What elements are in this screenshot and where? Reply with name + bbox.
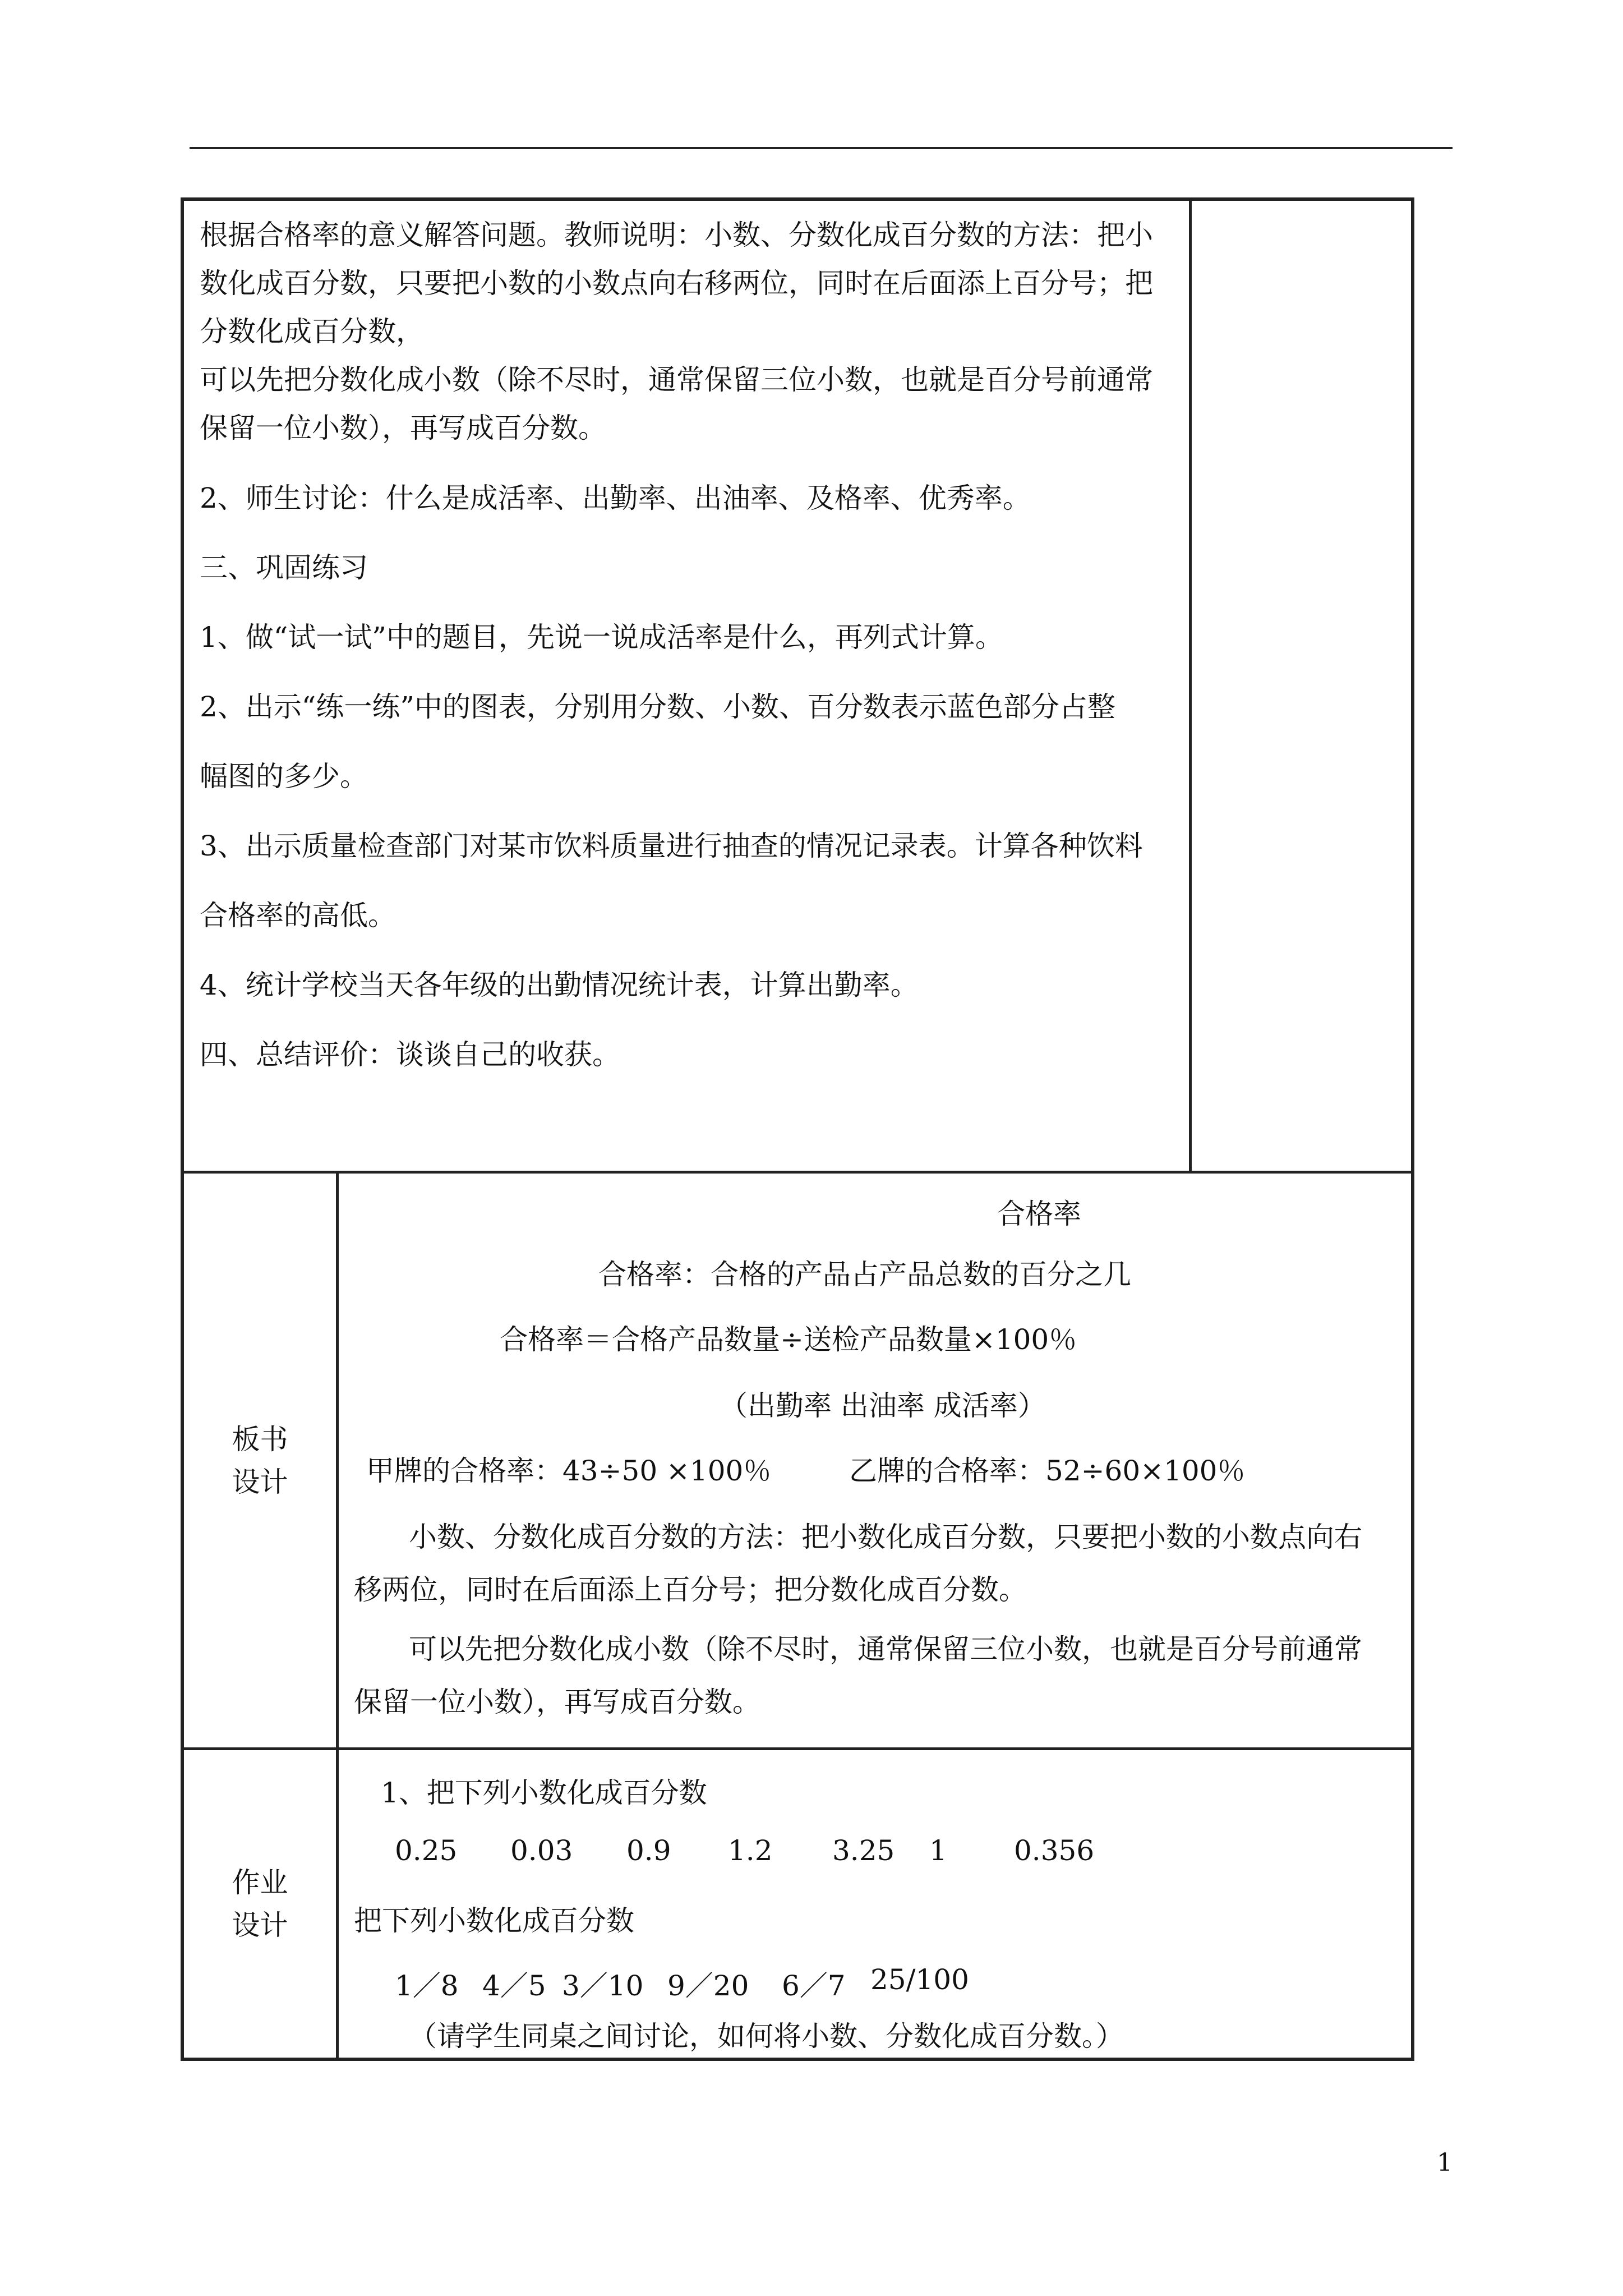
board-design-row [184,1171,1411,1747]
notes-column [1191,201,1411,1171]
brand-a-rate: 甲牌的合格率：43÷50 ×100％ [366,1455,772,1487]
fraction-item: 4／5 [482,1970,546,2002]
board-design-label [184,1174,339,1747]
process-content [184,201,1192,1171]
process-item: 4、统计学校当天各年级的出勤情况统计表，计算出勤率。 [200,969,919,1001]
homework-row [184,1747,1411,2058]
decimal-item: 0.03 [510,1834,573,1867]
process-line: 根据合格率的意义解答问题。教师说明：小数、分数化成百分数的方法：把小 [200,219,1153,251]
label-line: 作业 [232,1866,288,1899]
process-item: 幅图的多少。 [200,760,368,793]
board-other-rates: （出勤率 出油率 成活率） [720,1389,1046,1422]
process-item: 合格率的高低。 [200,899,396,932]
homework-task: 把下列小数化成百分数 [354,1904,634,1937]
page-number: 1 [1437,2148,1453,2177]
board-method-line: 小数、分数化成百分数的方法：把小数化成百分数，只要把小数的小数点向右 [409,1521,1362,1553]
board-formula: 合格率＝合格产品数量÷送检产品数量×100％ [500,1323,1077,1356]
process-line: 数化成百分数，只要把小数的小数点向右移两位，同时在后面添上百分号；把 [200,267,1153,300]
brand-b-rate: 乙牌的合格率：52÷60×100％ [849,1455,1246,1487]
process-item: 3、出示质量检查部门对某市饮料质量进行抽查的情况记录表。计算各种饮料 [200,830,1143,862]
homework-content [339,1750,1411,2058]
header-rule [190,147,1453,149]
fraction-item: 9／20 [667,1970,749,2002]
fraction-item: 25/100 [870,1963,969,1996]
process-item: 四、总结评价：谈谈自己的收获。 [200,1038,620,1071]
decimal-item: 0.9 [626,1834,671,1867]
decimal-item: 3.25 [832,1834,895,1867]
process-item: 2、师生讨论：什么是成活率、出勤率、出油率、及格率、优秀率。 [200,482,1031,514]
label-line: 板书 [232,1423,288,1456]
fraction-item: 6／7 [782,1970,846,2002]
board-definition: 合格率：合格的产品占产品总数的百分之几 [598,1258,1131,1291]
board-method-line: 移两位，同时在后面添上百分号；把分数化成百分数。 [354,1573,1027,1606]
board-design-content [339,1174,1411,1747]
process-item: 2、出示“练一练”中的图表，分别用分数、小数、百分数表示蓝色部分占整 [200,691,1115,723]
label-line: 设计 [232,1909,288,1941]
decimal-item: 0.25 [395,1834,458,1867]
board-method-line: 可以先把分数化成小数（除不尽时，通常保留三位小数，也就是百分号前通常 [409,1633,1362,1665]
process-line: 分数化成百分数， [200,315,424,348]
fraction-item: 1／8 [395,1970,459,2002]
process-line: 可以先把分数化成小数（除不尽时，通常保留三位小数，也就是百分号前通常 [200,364,1153,396]
homework-task: 1、把下列小数化成百分数 [381,1777,707,1809]
process-item: 三、巩固练习 [200,551,368,584]
board-title: 合格率 [997,1198,1081,1230]
lesson-plan-table [181,197,1414,2061]
label-line: 设计 [232,1465,288,1498]
decimal-item: 1.2 [728,1834,773,1867]
fraction-item: 3／10 [562,1970,644,2002]
homework-label [184,1750,339,2058]
process-line: 保留一位小数），再写成百分数。 [200,412,606,444]
homework-note: （请学生同桌之间讨论，如何将小数、分数化成百分数。） [409,2020,1124,2053]
decimal-item: 0.356 [1014,1834,1095,1867]
board-method-line: 保留一位小数），再写成百分数。 [354,1686,760,1718]
process-item: 1、做“试一试”中的题目，先说一说成活率是什么，再列式计算。 [200,621,1003,654]
process-row [184,201,1411,1171]
decimal-item: 1 [929,1834,947,1867]
